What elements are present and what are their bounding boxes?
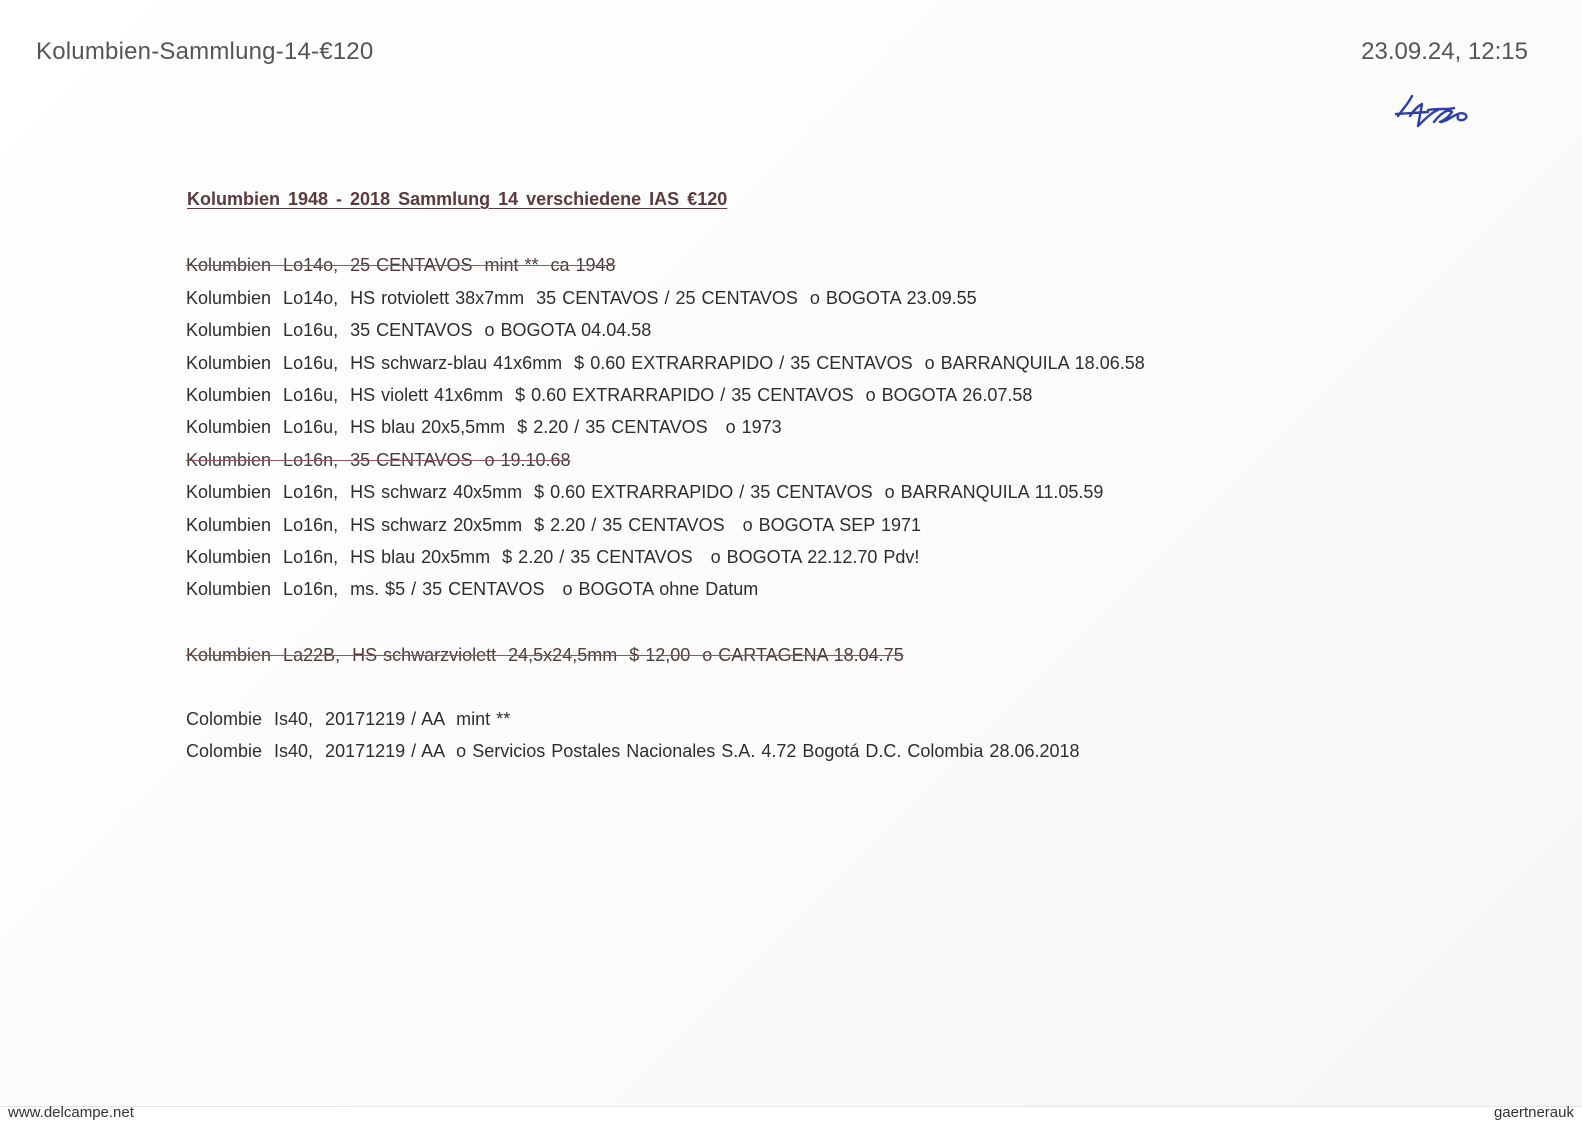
list-item: Colombie Is40, 20171219 / AA mint ** (186, 709, 511, 729)
list-item: Kolumbien Lo16u, HS schwarz-blau 41x6mm $ 0.60 EXTRARRAPIDO / 35 CENTAVOS o BARRANQUILA 18.06.58 (186, 353, 1145, 373)
list-item: Kolumbien Lo16u, HS violett 41x6mm $ 0.60 EXTRARRAPIDO / 35 CENTAVOS o BOGOTA 26.07.58 (186, 385, 1033, 405)
collection-title: Kolumbien 1948 - 2018 Sammlung 14 verschiedene IAS €120 (187, 189, 728, 209)
list-item: Kolumbien Lo16n, ms. $5 / 35 CENTAVOS o BOGOTA ohne Datum (186, 579, 759, 599)
list-item: Kolumbien Lo14o, HS rotviolett 38x7mm 35 CENTAVOS / 25 CENTAVOS o BOGOTA 23.09.55 (186, 288, 977, 308)
handwritten-price-mark (1388, 86, 1498, 136)
watermark-right: gaertnerauk (1493, 1104, 1574, 1121)
list-item: Kolumbien Lo16n, HS blau 20x5mm $ 2.20 / 35 CENTAVOS o BOGOTA 22.12.70 Pdv! (186, 547, 920, 567)
list-item: Kolumbien Lo16u, 35 CENTAVOS o BOGOTA 04.04.58 (186, 320, 652, 340)
list-item: Kolumbien La22B, HS schwarzviolett 24,5x24,5mm $ 12,00 o CARTAGENA 18.04.75 (186, 645, 904, 665)
list-item: Kolumbien Lo16u, HS blau 20x5,5mm $ 2.20 / 35 CENTAVOS o 1973 (186, 417, 782, 437)
header-datetime: 23.09.24, 12:15 (1361, 38, 1528, 65)
list-item: Kolumbien Lo16n, 35 CENTAVOS o 19.10.68 (186, 450, 571, 470)
header-title: Kolumbien-Sammlung-14-€120 (36, 38, 374, 65)
watermark-strip (0, 1106, 1582, 1132)
watermark-left: www.delcampe.net (8, 1104, 134, 1121)
list-item: Kolumbien Lo16n, HS schwarz 20x5mm $ 2.20 / 35 CENTAVOS o BOGOTA SEP 1971 (186, 515, 922, 535)
list-item: Kolumbien Lo14o, 25 CENTAVOS mint ** ca 1948 (186, 255, 616, 275)
list-item: Kolumbien Lo16n, HS schwarz 40x5mm $ 0.60 EXTRARRAPIDO / 35 CENTAVOS o BARRANQUILA 11.05.59 (186, 482, 1104, 502)
list-item: Colombie Is40, 20171219 / AA o Servicios Postales Nacionales S.A. 4.72 Bogotá D.C. Colombia 28.06.2018 (186, 741, 1080, 761)
